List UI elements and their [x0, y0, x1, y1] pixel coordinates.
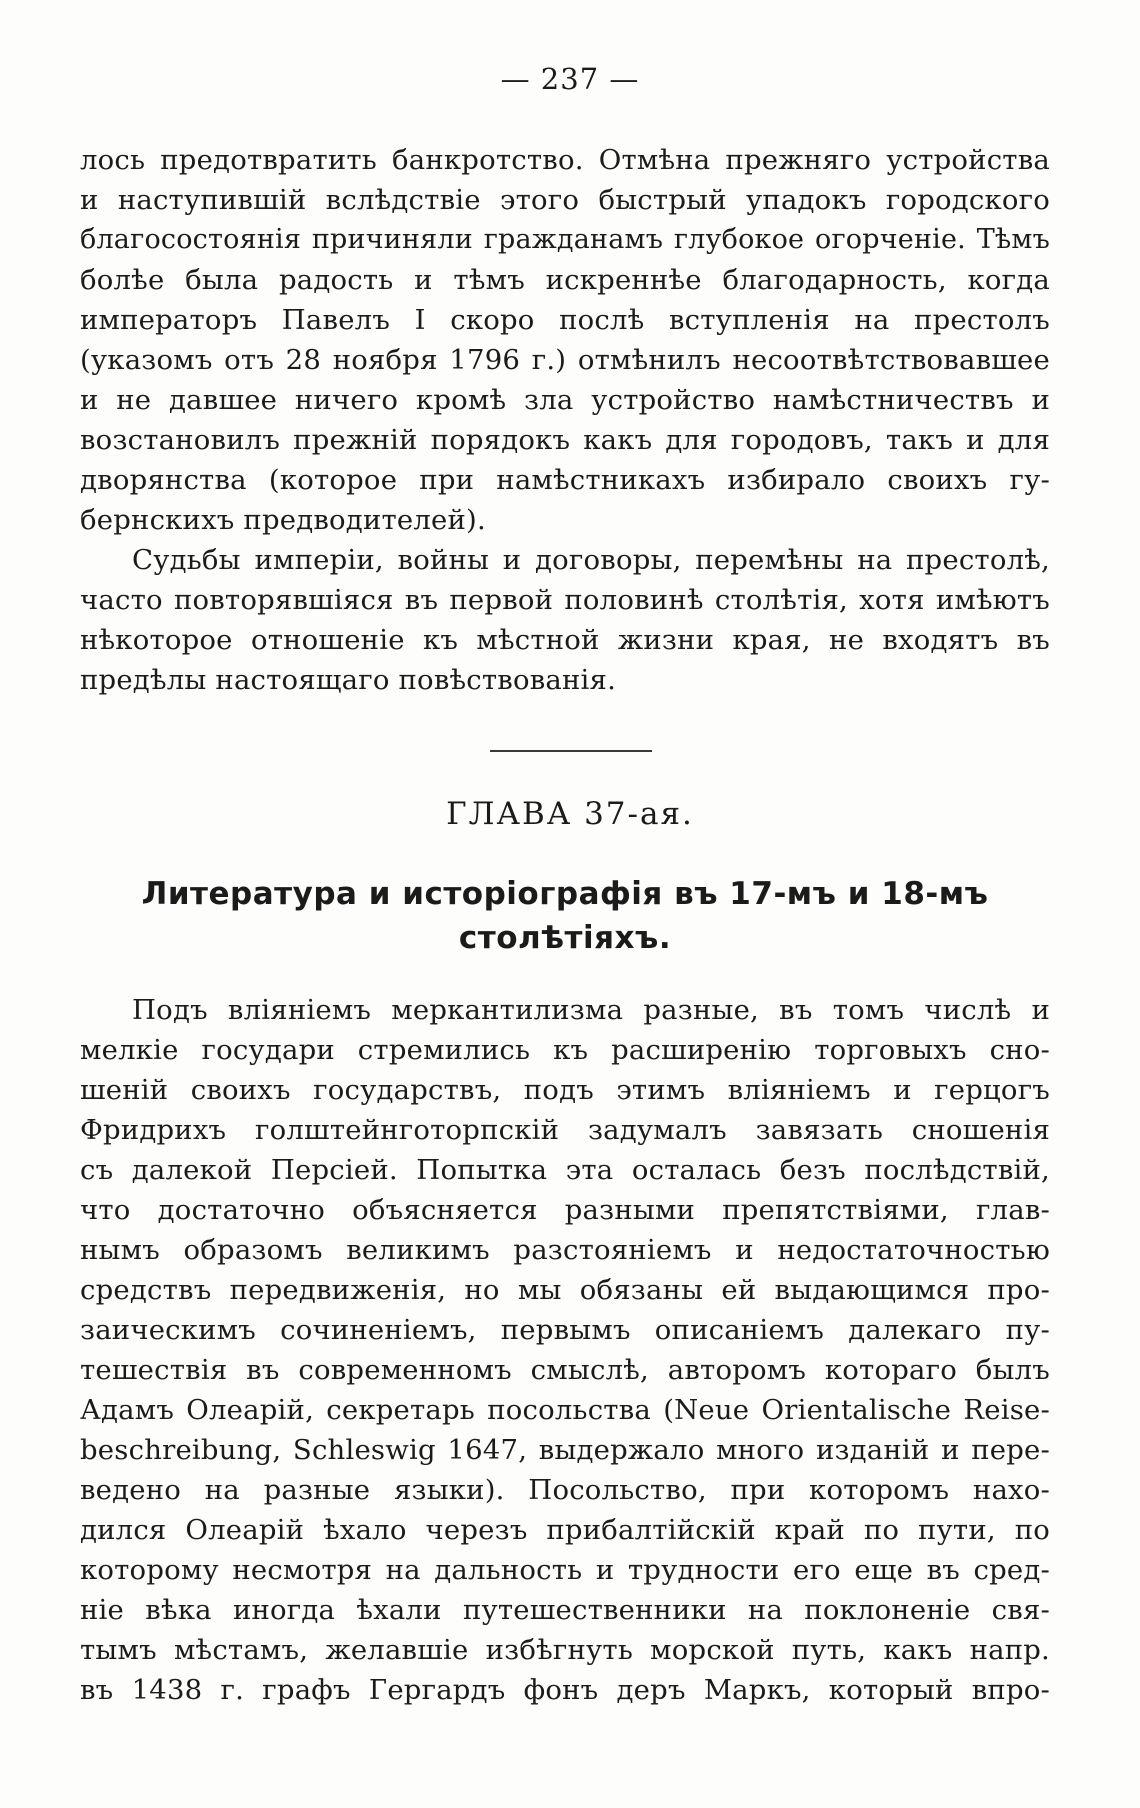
text-line: предѣлы настоящаго повѣствованія.	[80, 664, 617, 696]
chapter-title	[80, 872, 1050, 960]
paragraph-3	[80, 990, 1050, 1710]
paragraph-2	[80, 540, 1050, 700]
text-line: часто повторявшіяся въ первой половинѣ столѣтія, хотя имѣютъ	[80, 584, 1050, 616]
text-line: заическимъ сочиненіемъ, первымъ описаніемъ далекаго пу-	[80, 1314, 1050, 1346]
text-line: благосостоянія причиняли гражданамъ глубокое огорченіе. Тѣмъ	[80, 224, 1050, 255]
text-line: тешествія въ современномъ смыслѣ, авторомъ котораго былъ	[80, 1354, 1050, 1386]
text-line: beschreibung, Schleswig 1647, выдержало много изданій и пере-	[80, 1434, 1050, 1466]
text-line: мелкіе государи стремились къ расширенію торговыхъ сно-	[80, 1034, 1050, 1066]
chapter-heading: ГЛАВА 37-ая.	[446, 796, 694, 832]
text-line: ведено на разные языки). Посольство, при которомъ нахо-	[80, 1474, 1050, 1506]
text-line: ніе вѣка иногда ѣхали путешественники на поклоненіе свя-	[80, 1594, 1050, 1626]
text-line: болѣе была радость и тѣмъ искреннѣе благодарность, когда	[80, 264, 1050, 296]
text-line: и наступившій вслѣдствіе этого быстрый упадокъ городского	[80, 184, 1050, 216]
text-line: съ далекой Персіей. Попытка эта осталась безъ послѣдствій,	[80, 1154, 1050, 1186]
page-number: — 237 —	[500, 62, 640, 96]
text-line: Адамъ Олеарій, секретарь посольства (Neue Orientalische Reise-	[80, 1394, 1050, 1426]
text-line: (указомъ отъ 28 ноября 1796 г.) отмѣнилъ несоотвѣтствовавшее	[80, 344, 1050, 376]
text-line: и не давшее ничего кромѣ зла устройство намѣстничествъ и	[80, 384, 1050, 416]
text-line: средствъ передвиженія, но мы обязаны ей выдающимся про-	[80, 1274, 1050, 1306]
text-line: которому несмотря на дальность и трудности его еще въ сред-	[80, 1554, 1050, 1586]
text-line: дворянства (которое при намѣстникахъ избирало своихъ гу-	[80, 464, 1050, 496]
chapter-title-line: Литература и исторіографія въ 17-мъ и 18-мъ	[141, 876, 989, 912]
section-divider	[490, 750, 652, 752]
text-line: шеній своихъ государствъ, подъ этимъ вліяніемъ и герцогъ	[80, 1074, 1050, 1106]
text-line: бернскихъ предводителей).	[80, 504, 486, 536]
chapter-title-line: столѣтіяхъ.	[458, 920, 672, 956]
text-line: лось предотвратить банкротство. Отмѣна прежняго устройства	[80, 144, 1050, 176]
text-line: тымъ мѣстамъ, желавшіе избѣгнуть морской путь, какъ напр.	[80, 1634, 1050, 1666]
text-line: дился Олеарій ѣхало черезъ прибалтійскій край по пути, по	[80, 1514, 1050, 1546]
text-line: императоръ Павелъ I скоро послѣ вступленія на престолъ	[80, 304, 1050, 336]
paragraph-1	[80, 140, 1050, 540]
text-line: нѣкоторое отношеніе къ мѣстной жизни края, не входятъ въ	[80, 624, 1050, 656]
text-line: въ 1438 г. графъ Гергардъ фонъ деръ Маркъ, который впро-	[80, 1674, 1050, 1706]
text-line: нымъ образомъ великимъ разстояніемъ и недостаточностью	[80, 1234, 1050, 1266]
text-line: Подъ вліяніемъ меркантилизма разные, въ томъ числѣ и	[132, 994, 1050, 1026]
text-line: Судьбы имперіи, войны и договоры, перемѣны на престолѣ,	[132, 544, 1050, 576]
text-line: возстановилъ прежній порядокъ какъ для городовъ, такъ и для	[80, 424, 1050, 456]
text-line: что достаточно объясняется разными препятствіями, глав-	[80, 1194, 1050, 1226]
text-line: Фридрихъ голштейнготорпскій задумалъ завязать сношенія	[80, 1114, 1050, 1146]
